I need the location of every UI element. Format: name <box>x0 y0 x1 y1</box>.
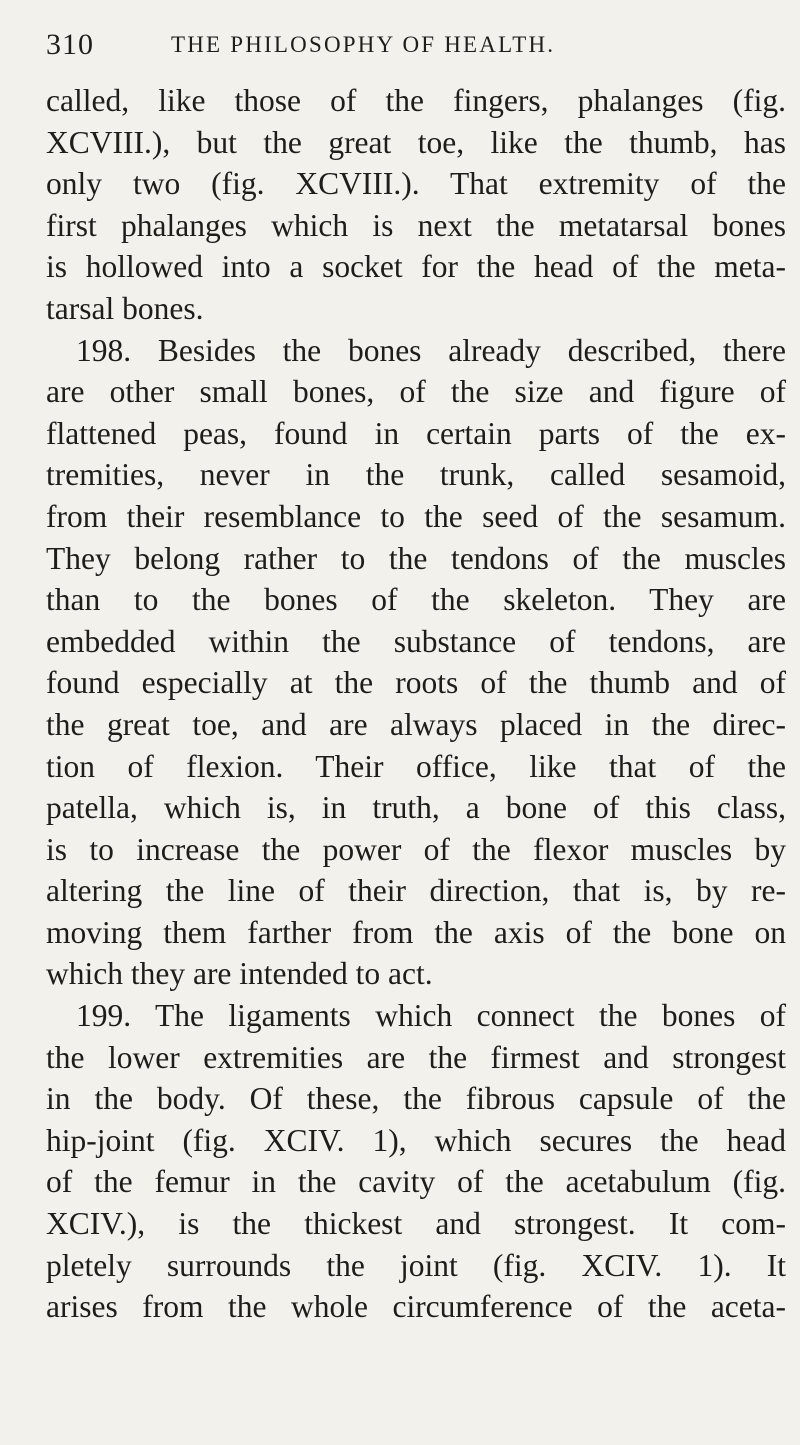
text-line: than to the bones of the skeleton. They are <box>46 582 786 618</box>
text-line: moving them farther from the axis of the bone on <box>46 914 786 950</box>
paragraph-198-start: 198. Besides the bones already described, there <box>76 332 786 368</box>
text-line: flattened peas, found in certain parts of the ex- <box>46 415 786 451</box>
page-number: 310 <box>46 28 94 61</box>
text-line: They belong rather to the tendons of the muscles <box>46 540 786 576</box>
text-line: only two (fig. XCVIII.). That extremity of the <box>46 166 786 202</box>
text-line: tremities, never in the trunk, called sesamoid, <box>46 457 786 493</box>
text-line: XCIV.), is the thickest and strongest. It com- <box>46 1206 786 1242</box>
text-line: XCVIII.), but the great toe, like the thumb, has <box>46 124 786 160</box>
running-head <box>46 22 776 62</box>
text-line: which they are intended to act. <box>46 956 433 992</box>
text-line: tion of flexion. Their office, like that of the <box>46 748 786 784</box>
body-text <box>46 80 786 1328</box>
text-line: found especially at the roots of the thumb and of <box>46 665 786 701</box>
text-line: pletely surrounds the joint (fig. XCIV. 1). It <box>46 1247 786 1283</box>
text-line: altering the line of their direction, that is, by re- <box>46 873 786 909</box>
text-line: are other small bones, of the size and figure of <box>46 374 786 410</box>
text-line: in the body. Of these, the fibrous capsule of the <box>46 1081 786 1117</box>
text-line: first phalanges which is next the metatarsal bones <box>46 207 786 243</box>
text-line: from their resemblance to the seed of the sesamum. <box>46 498 786 534</box>
text-line: of the femur in the cavity of the acetabulum (fig. <box>46 1164 786 1200</box>
text-line: patella, which is, in truth, a bone of this class, <box>46 790 786 826</box>
text-line: hip-joint (fig. XCIV. 1), which secures the head <box>46 1122 786 1158</box>
paragraph-199-start: 199. The ligaments which connect the bones of <box>76 998 786 1034</box>
text-line: the great toe, and are always placed in the direc- <box>46 706 786 742</box>
text-line: called, like those of the fingers, phalanges (fig. <box>46 83 786 118</box>
text-line: is to increase the power of the flexor muscles by <box>46 831 786 867</box>
text-line: embedded within the substance of tendons, are <box>46 623 786 659</box>
running-title: THE PHILOSOPHY OF HEALTH. <box>171 32 556 57</box>
text-line: tarsal bones. <box>46 290 204 326</box>
text-line: is hollowed into a socket for the head of the meta- <box>46 249 786 285</box>
text-line: arises from the whole circumference of the aceta- <box>46 1289 786 1325</box>
text-line: the lower extremities are the firmest and strongest <box>46 1039 786 1075</box>
